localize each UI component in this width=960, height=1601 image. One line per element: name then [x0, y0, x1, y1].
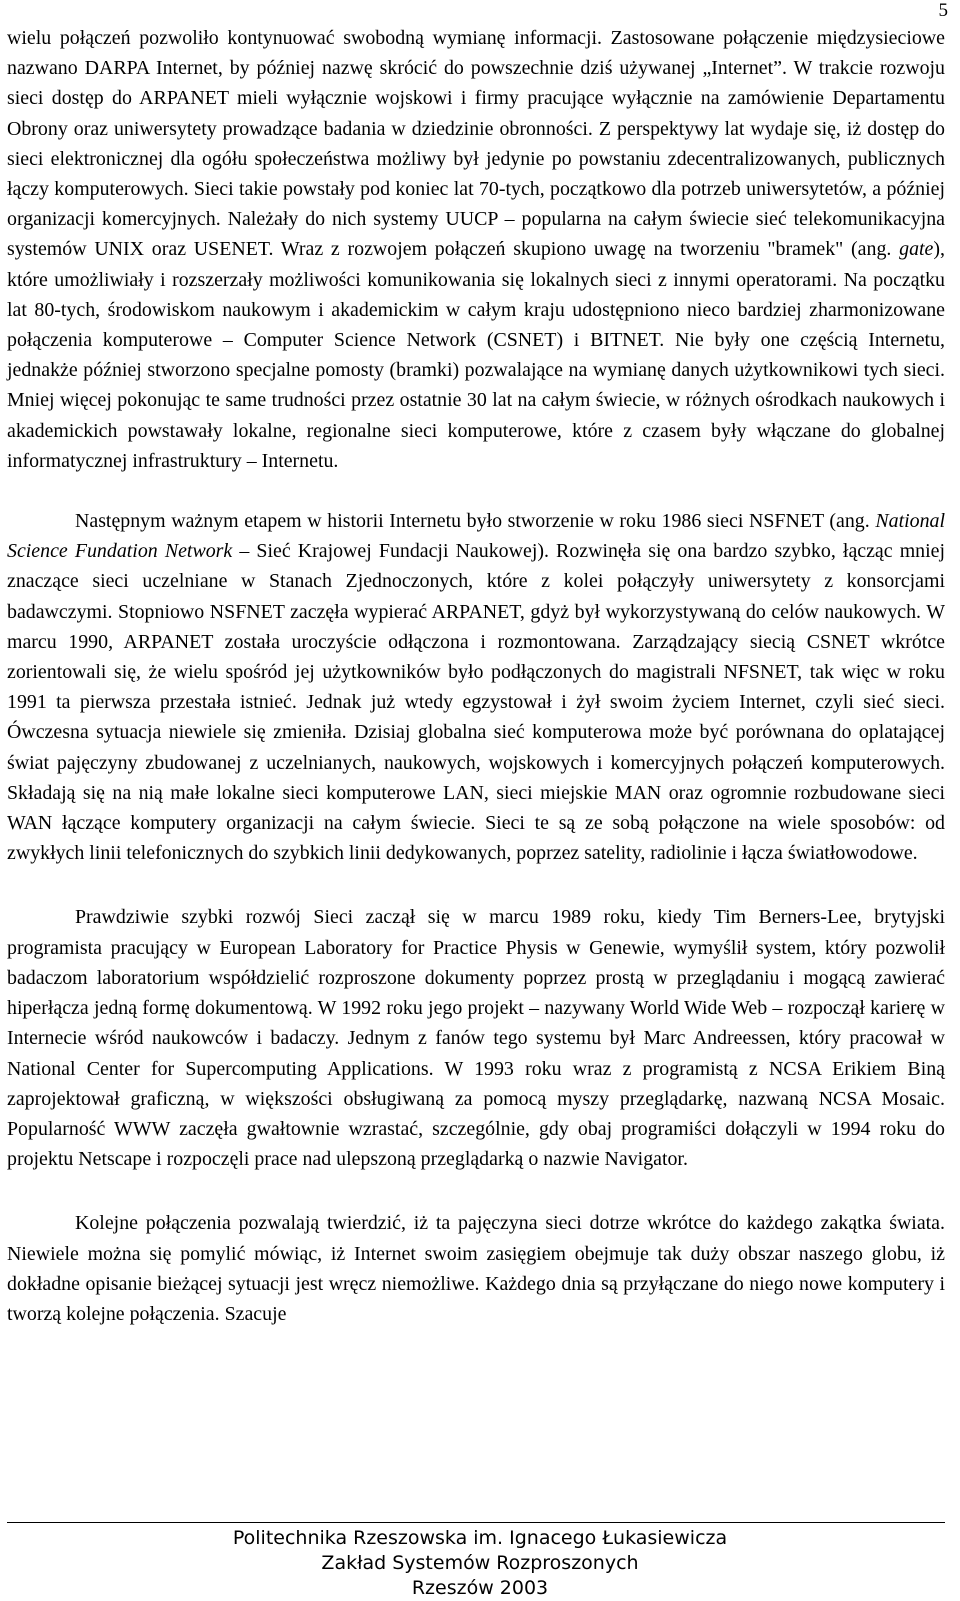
document-body	[7, 23, 945, 1329]
paragraph-1-text: wielu połączeń pozwoliło kontynuować swobodną wymianę informacji. Zastosowane połączenie międzysieciowe nazwano DARPA Internet, by później nazwę skrócić do powszechnie dziś używanej „Internet”. W trakcie rozwoju sieci dostęp do ARPANET mieli wyłącznie wojskowi i firmy pracujące wyłącznie na zamówienie Departamentu Obrony oraz uniwersytety prowadzące badania w dziedzinie obronności. Z perspektywy lat wydaje się, iż dostęp do sieci elektronicznej dla ogółu społeczeństwa możliwy był jedynie po powstaniu zdecentralizowanych, publicznych łączy komputerowych. Sieci takie powstały pod koniec lat 70-tych, początkowo dla potrzeb uniwersytetów, a później organizacji komercyjnych. Należały do nich systemy UUCP – popularna na całym świecie sieć telekomunikacyjna systemów UNIX oraz USENET. Wraz z rozwojem połączeń skupiono uwagę na tworzeniu "bramek" (ang.	[7, 27, 945, 261]
paragraph-2-text-continued: – Sieć Krajowej Fundacji Naukowej). Rozwinęła się ona bardzo szybko, łącząc mniej znaczące sieci uczelniane w Stanach Zjednoczonych, które z kolei połączyły uniwersytety z konsorcjami badawczymi. Stopniowo NSFNET zaczęła wypierać ARPANET, gdyż był wykorzystywaną do celów naukowych. W marcu 1990, ARPANET została uroczyście odłączona i rozmontowana. Zarządzający siecią CSNET wkrótce zorientowali się, że wielu spośród jej użytkowników było podłączonych do magistrali NFSNET, tak więc w roku 1991 ta pierwsza przestała istnieć. Jednak już wtedy egzystował i żył swoim życiem Internet, czyli sieć sieci. Ówczesna sytuacja niewiele się zmieniła. Dzisiaj globalna sieć komputerowa może być porównana do oplatającej świat pajęczyny zbudowanej z uczelnianych, naukowych, wojskowych i komercyjnych połączeń komputerowych. Składają się na nią małe lokalne sieci komputerowe LAN, sieci miejskie MAN oraz ogromnie rozbudowane sieci WAN łączące komputery organizacji na całym świecie. Sieci te są ze sobą połączone na wiele sposobów: od zwykłych linii telefonicznych do szybkich linii dedykowanych, poprzez satelity, radiolinie i łącza światłowodowe.	[7, 540, 945, 865]
footer-institution: Politechnika Rzeszowska im. Ignacego Łukasiewicza	[232, 1527, 728, 1549]
paragraph-2-term-nsf: National Science Fundation Network	[7, 510, 945, 563]
paragraph-1-term-gate: gate	[899, 238, 934, 261]
paragraph-1	[7, 23, 945, 476]
paragraph-2-text: Następnym ważnym etapem w historii Internetu było stworzenie w roku 1986 sieci NSFNET (ang.	[75, 510, 876, 533]
paragraph-1-text-continued: ), które umożliwiały i rozszerzały możliwości komunikowania się lokalnych sieci z innymi operatorami. Na początku lat 80-tych, środowiskom naukowym i akademickim w całym kraju udostępniono nieco bardziej zharmonizowane połączenia komputerowe – Computer Science Network (CSNET) i BITNET. Nie były one częścią Internetu, jednakże później stworzono specjalne pomosty (bramki) pozwalające na wymianę danych użytkownikowi tych sieci. Mniej więcej pokonując te same trudności przez ostatnie 30 lat na całym świecie, w różnych ośrodkach naukowych i akademickich powstawały lokalne, regionalne sieci komputerowe, które z czasem były włączane do globalnej informatycznej infrastruktury – Internetu.	[7, 238, 945, 472]
paragraph-4: Kolejne połączenia pozwalają twierdzić, iż ta pajęczyna sieci dotrze wkrótce do każdego zakątka świata. Niewiele można się pomylić mówiąc, iż Internet swoim zasięgiem obejmuje tak duży obszar naszego globu, iż dokładne opisanie bieżącej sytuacji jest wręcz niemożliwe. Każdego dnia są przyłączane do niego nowe komputery i tworzą kolejne połączenia. Szacuje	[7, 1212, 945, 1325]
paragraph-3: Prawdziwie szybki rozwój Sieci zaczął się w marcu 1989 roku, kiedy Tim Berners-Lee, brytyjski programista pracujący w European Laboratory for Practice Physis w Genewie, wymyślił system, który pozwolił badaczom laboratorium współdzielić rozproszone dokumenty poprzez prostą w przeglądaniu i mogącą zawierać hiperłącza jedną formę dokumentową. W 1992 roku jego projekt – nazywany World Wide Web – rozpoczął karierę w Internecie wśród naukowców i badaczy. Jednym z fanów tego systemu był Marc Andreessen, który pracował w National Center for Supercomputing Applications. W 1993 roku wraz z programistą z NCSA Erikiem Biną zaprojektował graficzną, w większości obsługiwaną za pomocą myszy przeglądarkę, nazwaną NCSA Mosaic. Popularność WWW zaczęła gwałtownie wzrastać, szczególnie, gdy obaj programiści dołączyli w 1994 roku do projektu Netscape i rozpoczęli prace nad ulepszoną przeglądarką o nazwie Navigator.	[7, 906, 945, 1171]
footer-divider	[7, 1522, 945, 1523]
paragraph-spacer	[7, 868, 945, 902]
page-footer	[0, 1526, 960, 1601]
paragraph-2	[7, 506, 945, 868]
paragraph-spacer	[7, 1174, 945, 1208]
footer-location-year: Rzeszów 2003	[411, 1577, 549, 1599]
paragraph-spacer	[7, 476, 945, 506]
footer-department: Zakład Systemów Rozproszonych	[321, 1552, 639, 1574]
page-number: 5	[938, 0, 948, 21]
